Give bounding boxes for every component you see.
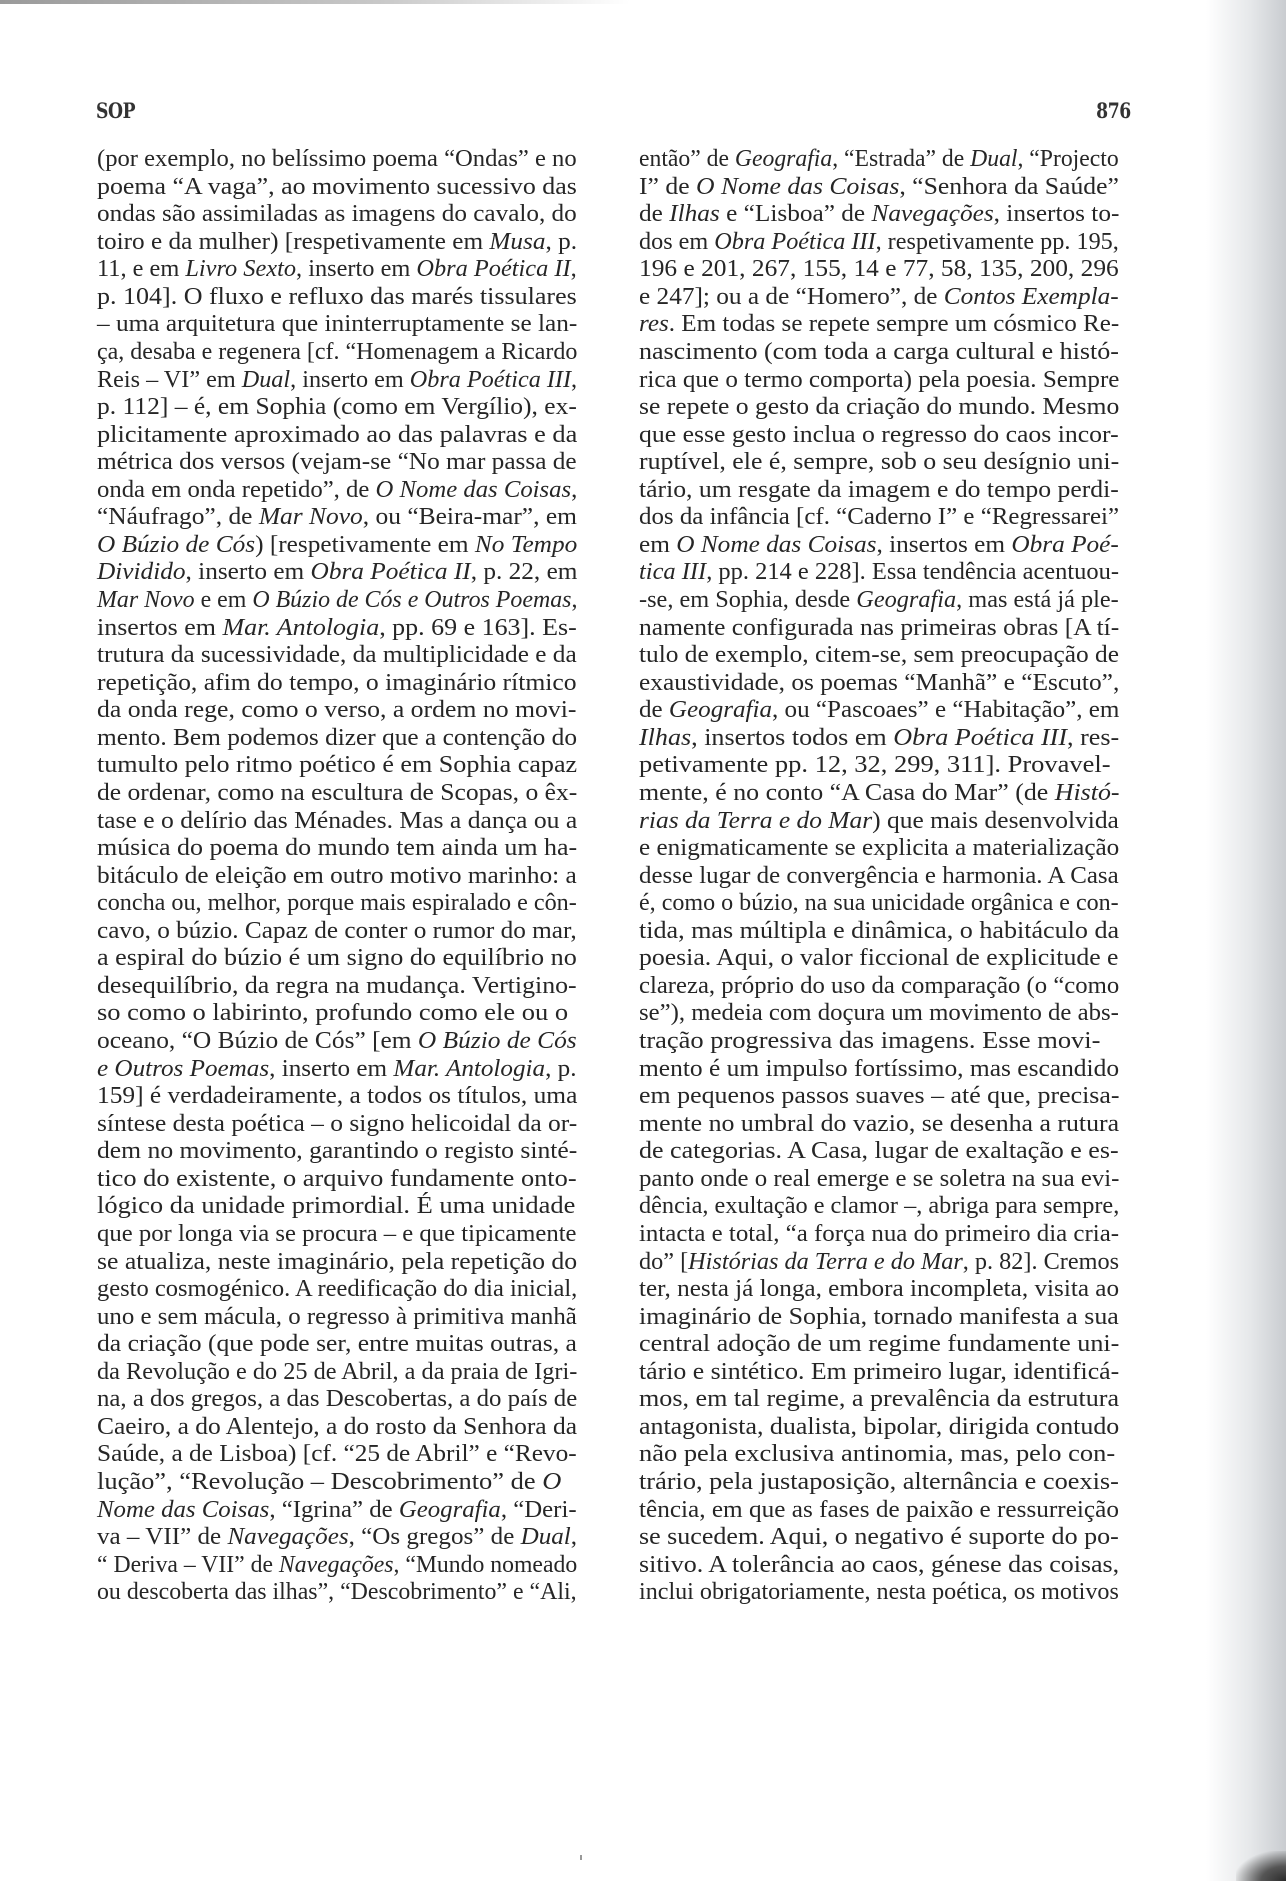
italic-title: Dual <box>520 1523 571 1551</box>
text-line <box>97 476 577 504</box>
text-line <box>97 1248 577 1276</box>
text-run: rica que o termo comporta) pela poesia. Sempre <box>639 365 1120 393</box>
text-line <box>97 944 577 972</box>
text-run: . Em todas se repete sempre um cósmico Re- <box>668 310 1120 338</box>
text-line <box>639 503 1119 531</box>
italic-title: Navegações <box>871 200 994 228</box>
text-line <box>639 1220 1119 1248</box>
text-run: dência, exultação e clamor –, abriga para sempre, <box>639 1192 1120 1220</box>
text-run: sitivo. A tolerância ao caos, génese das coisas, <box>639 1550 1120 1578</box>
text-line <box>97 669 577 697</box>
text-line <box>639 476 1119 504</box>
text-run: tumulto pelo ritmo poético é em Sophia capaz <box>97 751 578 779</box>
text-line <box>639 889 1119 917</box>
text-run: 11, e em <box>97 255 186 283</box>
book-spine-shadow <box>1206 0 1286 1881</box>
text-run: trutura da sucessividade, da multiplicidade e da <box>97 641 577 669</box>
text-run: , ou “Beira-mar”, em <box>362 503 577 531</box>
text-line <box>97 1082 577 1110</box>
text-line <box>97 1413 577 1441</box>
text-run: da Revolução e do 25 de Abril, a da praia de Igri- <box>97 1357 578 1385</box>
italic-title: No Tempo <box>474 530 578 558</box>
italic-title: Ilhas <box>639 723 692 751</box>
text-column-left <box>97 145 577 1606</box>
text-run: se”), medeia com doçura um movimento de abs- <box>639 999 1119 1027</box>
text-run: exaustividade, os poemas “Manhã” e “Escuto”, <box>639 668 1120 696</box>
text-run: de <box>639 200 670 228</box>
text-line <box>97 999 568 1027</box>
text-run: na, a dos gregos, a das Descobertas, a do país de <box>97 1385 578 1413</box>
text-line <box>97 807 577 835</box>
text-line <box>639 1137 1119 1165</box>
italic-title: Livro Sexto <box>185 255 297 283</box>
text-run: intacta e total, “a força nua do primeiro dia cria- <box>639 1219 1120 1247</box>
text-line <box>639 779 1119 807</box>
text-run: em pequenos passos suaves – até que, precisa- <box>639 1082 1120 1110</box>
text-run: , p. 82]. Cremos <box>962 1247 1120 1275</box>
text-run: da onda rege, como o verso, a ordem no movi- <box>97 696 577 724</box>
italic-title: Dividido <box>97 558 186 586</box>
text-run: (por exemplo, no belíssimo poema “Ondas” e no <box>97 145 577 172</box>
text-run: lução”, “Revolução – Descobrimento” de <box>97 1468 543 1495</box>
text-line <box>639 641 1119 669</box>
text-run: se repete o gesto da criação do mundo. Mesmo <box>639 393 1120 421</box>
text-line <box>97 614 577 642</box>
text-run: em <box>639 530 677 558</box>
text-run: 159] é verdadeiramente, a todos os títulos, uma <box>97 1082 578 1110</box>
text-line <box>97 1027 577 1055</box>
text-run: Saúde, a de Lisboa) [cf. “25 de Abril” e “Revo- <box>97 1440 577 1468</box>
text-run: não pela exclusiva antinomia, mas, pelo con- <box>639 1440 1116 1468</box>
text-line <box>639 1413 1119 1441</box>
italic-title: Musa <box>489 227 546 255</box>
text-run: , inserto em <box>296 255 417 283</box>
text-line <box>639 393 1119 421</box>
text-line <box>639 807 1119 835</box>
text-line <box>97 558 577 586</box>
text-run: síntese desta poética – o signo helicoidal da or- <box>97 1109 578 1137</box>
text-line <box>97 751 577 779</box>
text-run: cavo, o búzio. Capaz de conter o rumor do mar, <box>97 916 577 944</box>
italic-title: O Nome das Coisas <box>696 172 900 200</box>
text-line <box>639 448 1119 476</box>
text-run: tário e sintético. Em primeiro lugar, identificá- <box>639 1357 1120 1385</box>
text-run: mento é um impulso fortíssimo, mas escandido <box>639 1054 1120 1082</box>
text-run: , <box>571 475 578 503</box>
text-line <box>639 1055 1119 1083</box>
text-line <box>97 255 577 283</box>
text-line <box>639 972 1119 1000</box>
text-line <box>639 338 1119 366</box>
text-line <box>97 1055 577 1083</box>
text-run: tida, mas múltipla e dinâmica, o habitáculo da <box>639 916 1120 944</box>
text-line <box>97 862 577 890</box>
text-line <box>97 1496 577 1524</box>
text-line <box>639 1303 1119 1331</box>
text-run: se sucedem. Aqui, o negativo é suporte do po- <box>639 1523 1119 1551</box>
text-run: mente no umbral do vazio, se desenha a rutura <box>639 1109 1120 1137</box>
text-run: , <box>571 365 578 393</box>
text-run: , respetivamente pp. 195, <box>875 227 1119 255</box>
italic-title: O Búzio de Cós <box>97 530 256 558</box>
text-run: , <box>570 255 577 283</box>
text-run: , “Mundo nomeado <box>393 1550 578 1578</box>
italic-title: Ilhas <box>669 200 720 228</box>
text-line <box>639 1358 1119 1386</box>
text-run: Reis – VI” em <box>97 365 242 393</box>
text-line <box>97 228 577 256</box>
text-line <box>97 889 577 917</box>
text-line <box>97 310 577 338</box>
text-run: , insertos to- <box>993 200 1120 228</box>
text-run: , <box>571 586 578 613</box>
text-run: mos, em tal regime, a prevalência da estrutura <box>639 1385 1120 1413</box>
italic-title: e Outros Poemas <box>97 1054 270 1082</box>
italic-title: Obra Poética III <box>893 723 1068 751</box>
text-run: p. 112] – é, em Sophia (como em Vergílio), ex- <box>97 393 577 421</box>
text-run: tico do existente, o arquivo fundamente onto- <box>97 1164 577 1192</box>
text-run: tência, em que as fases de paixão e ressurreição <box>639 1495 1119 1523</box>
text-line <box>639 1275 1119 1303</box>
text-line <box>97 641 577 669</box>
text-run: , insertos todos em <box>691 723 894 751</box>
text-run: , “Os gregos” de <box>348 1523 521 1551</box>
text-run: , inserto em <box>185 558 311 586</box>
text-line <box>639 1192 1119 1220</box>
text-run: e 247]; ou a de “Homero”, de <box>639 282 944 310</box>
text-run: 196 e 201, 267, 155, 14 e 77, 58, 135, 200, 296 <box>639 255 1119 283</box>
italic-title: Dual <box>970 145 1018 172</box>
text-line <box>639 1578 1119 1606</box>
text-run: , insertos em <box>876 530 1012 558</box>
text-line <box>97 173 577 201</box>
text-line <box>639 310 1119 338</box>
italic-title: Obra Poética III <box>714 227 876 255</box>
text-line <box>639 1440 1115 1468</box>
text-run: I” de <box>639 172 697 200</box>
running-head <box>96 98 1131 128</box>
text-line <box>639 228 1119 256</box>
text-line <box>97 1440 577 1468</box>
text-run: , p. <box>545 227 578 255</box>
italic-title: Geografia <box>734 145 833 172</box>
text-run: poema “A vaga”, ao movimento sucessivo das <box>97 172 577 200</box>
text-run: então” de <box>639 145 735 172</box>
italic-title: Geografia <box>856 586 957 613</box>
text-line <box>639 917 1119 945</box>
text-run: ou descoberta das ilhas”, “Descobrimento” e “Ali, <box>97 1578 577 1606</box>
page-top-edge <box>0 0 630 4</box>
text-run: de ordenar, como na escultura de Scopas, o êx- <box>97 778 578 806</box>
text-line <box>639 255 1119 283</box>
text-run: plicitamente aproximado ao das palavras e da <box>97 420 578 448</box>
text-run: nascimento (com toda a carga cultural e histó- <box>639 337 1119 365</box>
text-line <box>97 1275 577 1303</box>
text-line <box>639 1082 1119 1110</box>
text-run: “ Deriva – VII” de <box>97 1550 279 1578</box>
italic-title: Contos Exempla- <box>943 282 1119 310</box>
text-run: tase e o delírio das Ménades. Mas a dança ou a <box>97 806 578 834</box>
text-line <box>97 1551 577 1579</box>
italic-title: Mar Novo <box>97 586 195 613</box>
text-line <box>97 366 577 394</box>
text-line <box>639 1385 1119 1413</box>
text-line <box>639 283 1119 311</box>
text-line <box>97 1330 577 1358</box>
text-run: ) [respetivamente em <box>255 530 475 558</box>
text-run: , inserto em <box>290 365 410 393</box>
text-run: , “Igrina” de <box>269 1495 399 1523</box>
italic-title: O Nome das Coisas <box>676 530 877 558</box>
text-run: namente configurada nas primeiras obras [A tí- <box>639 613 1120 641</box>
text-run: e enigmaticamente se explicita a materialização <box>639 834 1120 862</box>
text-run: mente, é no conto “A Casa do Mar” (de <box>639 778 1055 806</box>
text-line <box>639 1027 1100 1055</box>
text-line <box>639 834 1119 862</box>
text-run: , pp. 69 e 163]. Es- <box>379 613 577 641</box>
italic-title: Navegações <box>278 1550 394 1578</box>
scan-speck <box>580 1855 582 1860</box>
text-run: tário, um resgate da imagem e do tempo perdi- <box>639 475 1119 503</box>
text-line <box>97 1137 577 1165</box>
text-run: e “Lisboa” de <box>719 200 872 228</box>
text-run: , inserto em <box>269 1054 394 1082</box>
text-run: dos da infância [cf. “Caderno I” e “Regressarei” <box>639 503 1120 531</box>
text-run: e em <box>194 586 253 613</box>
text-run: clareza, próprio do uso da comparação (o “como <box>639 971 1120 999</box>
text-line <box>639 862 1119 890</box>
text-line <box>639 999 1119 1027</box>
italic-title: Obra Poética II <box>416 255 571 283</box>
text-line <box>639 366 1119 394</box>
text-line <box>639 531 1119 559</box>
page-corner-shadow <box>1236 1851 1286 1881</box>
text-line <box>97 338 577 366</box>
text-line <box>97 1192 575 1220</box>
text-line <box>97 1385 577 1413</box>
text-line <box>639 1165 1119 1193</box>
text-run: , pp. 214 e 228]. Essa tendência acentuou- <box>706 558 1119 586</box>
italic-title: O <box>542 1468 562 1495</box>
text-run: música do poema do mundo tem ainda um ha- <box>97 834 578 862</box>
italic-title: rias da Terra e do Mar <box>639 806 873 834</box>
text-line <box>639 173 1119 201</box>
text-line <box>639 944 1119 972</box>
italic-title: Geografia <box>398 1495 501 1523</box>
text-line <box>639 724 1119 752</box>
text-line <box>97 531 577 559</box>
text-run: , <box>570 1523 578 1551</box>
text-run: de <box>639 696 669 724</box>
text-run: , “Senhora da Saúde” <box>899 172 1119 200</box>
text-line <box>97 145 577 173</box>
text-run: va – VII” de <box>97 1523 228 1551</box>
text-run: oceano, “O Búzio de Cós” [em <box>97 1027 418 1054</box>
running-head-title: SOP <box>96 98 136 123</box>
italic-title: tica III <box>639 558 707 586</box>
text-run: repetição, afim do tempo, o imaginário rítmico <box>97 668 577 696</box>
text-line <box>639 200 1119 228</box>
text-line <box>97 1468 561 1496</box>
text-run: que por longa via se procura – e que tipicamente <box>97 1219 577 1247</box>
text-line <box>639 669 1119 697</box>
text-run: – uma arquitetura que ininterruptamente se lan- <box>97 310 578 338</box>
text-line <box>97 1303 577 1331</box>
text-line <box>97 972 577 1000</box>
text-run: desequilíbrio, da regra na mudança. Vertigino- <box>97 971 577 999</box>
text-run: dos em <box>639 227 715 255</box>
italic-title: Navegações <box>227 1523 349 1551</box>
italic-title: Mar. Antologia <box>393 1054 546 1082</box>
text-line <box>97 1358 577 1386</box>
text-line <box>639 1523 1119 1551</box>
text-run: “Náufrago”, de <box>97 503 259 531</box>
text-run: central adoção de um regime fundamente uni- <box>639 1330 1120 1358</box>
italic-title: Mar Novo <box>258 503 363 531</box>
text-run: gesto cosmogénico. A reedificação do dia inicial, <box>97 1275 578 1303</box>
text-line <box>97 1220 577 1248</box>
text-run: onda em onda repetido”, de <box>97 475 376 503</box>
italic-title: Nome das Coisas <box>97 1495 270 1523</box>
text-line <box>639 696 1119 724</box>
text-run: é, como o búzio, na sua unicidade orgânica e con- <box>639 889 1119 917</box>
text-line <box>97 283 577 311</box>
text-line <box>97 917 577 945</box>
text-line <box>639 1110 1119 1138</box>
text-line <box>97 696 577 724</box>
text-run: métrica dos versos (vejam-se “No mar passa de <box>97 448 577 476</box>
text-run: , “Projecto <box>1017 145 1119 172</box>
text-line <box>639 145 1119 173</box>
text-run: se atualiza, neste imaginário, pela repetição do <box>97 1247 578 1275</box>
italic-title: O Búzio de Cós <box>417 1027 577 1054</box>
text-run: poesia. Aqui, o valor ficcional de explicitude e <box>639 944 1119 972</box>
text-line <box>97 503 577 531</box>
text-run: p. 104]. O fluxo e refluxo das marés tissulares <box>97 282 577 310</box>
text-run: bitáculo de eleição em outro motivo marinho: a <box>97 861 577 889</box>
italic-title: Histórias da Terra e do Mar <box>688 1247 963 1275</box>
text-line <box>639 1551 1119 1579</box>
text-run: petivamente pp. 12, 32, 299, 311]. Provavel- <box>639 751 1111 779</box>
text-line <box>97 1523 577 1551</box>
text-line <box>639 1468 1119 1496</box>
text-line <box>97 724 577 752</box>
italic-title: O Nome das Coisas <box>375 475 572 503</box>
text-line <box>639 1330 1119 1358</box>
text-run: insertos em <box>97 613 223 641</box>
text-run: de categorias. A Casa, lugar de exaltação e es- <box>639 1137 1119 1165</box>
italic-title: Mar. Antologia <box>222 613 380 641</box>
italic-title: Dual <box>241 365 291 393</box>
italic-title: Obra Poética III <box>409 365 572 393</box>
text-column-right <box>639 145 1119 1606</box>
text-run: Caeiro, a do Alentejo, a do rosto da Senhora da <box>97 1412 578 1440</box>
text-run: ruptível, ele é, sempre, sob o seu desígnio uni- <box>639 448 1120 476</box>
text-run: que esse gesto inclua o regresso do caos incor- <box>639 420 1119 448</box>
text-line <box>97 421 577 449</box>
text-run: da criação (que pode ser, entre muitas outras, a <box>97 1330 577 1358</box>
text-line <box>97 779 577 807</box>
text-run: dem no movimento, garantindo o registo sinté- <box>97 1137 578 1165</box>
text-run: ter, nesta já longa, embora incompleta, visita ao <box>639 1275 1120 1303</box>
text-line <box>639 1496 1119 1524</box>
text-run: imaginário de Sophia, tornado manifesta a sua <box>639 1302 1119 1330</box>
text-run: , mas está já ple- <box>956 586 1119 613</box>
text-line <box>97 1110 577 1138</box>
text-run: concha ou, melhor, porque mais espiralado e côn- <box>97 889 577 917</box>
italic-title: Geografia <box>668 696 773 724</box>
text-run: , “Estrada” de <box>832 145 971 172</box>
text-line <box>639 751 1111 779</box>
italic-title: Obra Poética II <box>310 558 471 586</box>
italic-title: res <box>639 310 669 338</box>
text-run: trário, pela justaposição, alternância e coexis- <box>639 1468 1119 1495</box>
italic-title: Histó- <box>1054 778 1120 806</box>
text-line <box>639 614 1119 642</box>
text-run: toiro e da mulher) [respetivamente em <box>97 227 490 255</box>
text-run: ) que mais desenvolvida <box>872 806 1119 834</box>
text-run: a espiral do búzio é um signo do equilíbrio no <box>97 944 577 972</box>
text-run: desse lugar de convergência e harmonia. A Casa <box>639 861 1119 889</box>
text-run: , “Deri- <box>500 1495 577 1523</box>
text-line <box>639 558 1119 586</box>
text-run: , p. <box>545 1054 577 1082</box>
text-run: so como o labirinto, profundo como ele ou o <box>97 999 569 1027</box>
text-line <box>639 586 1119 614</box>
text-run: antagonista, dualista, bipolar, dirigida contudo <box>639 1412 1120 1440</box>
text-run: , p. 22, em <box>470 558 578 586</box>
text-line <box>97 1578 577 1606</box>
text-line <box>97 586 577 614</box>
text-run: -se, em Sophia, desde <box>639 586 857 613</box>
text-run: ondas são assimiladas as imagens do cavalo, do <box>97 200 577 228</box>
text-run: mento. Bem podemos dizer que a contenção do <box>97 723 578 751</box>
text-run: lógico da unidade primordial. É uma unidade <box>97 1192 576 1220</box>
text-run: inclui obrigatoriamente, nesta poética, os motivos <box>639 1578 1119 1606</box>
text-line <box>97 1165 577 1193</box>
text-run: , ou “Pascoaes” e “Habitação”, em <box>772 696 1120 724</box>
text-line <box>639 1248 1119 1276</box>
text-line <box>97 200 577 228</box>
italic-title: O Búzio de Cós e Outros Poemas <box>252 586 572 613</box>
text-line <box>97 393 577 421</box>
text-run: tulo de exemplo, citem-se, sem preocupação de <box>639 641 1119 669</box>
text-line <box>639 421 1119 449</box>
text-run: uno e sem mácula, o regresso à primitiva manhã <box>97 1302 577 1330</box>
text-run: ça, desaba e regenera [cf. “Homenagem a Ricardo <box>97 337 578 365</box>
text-line <box>97 834 577 862</box>
text-run: tração progressiva das imagens. Esse movi- <box>639 1027 1101 1054</box>
italic-title: Obra Poé- <box>1011 530 1119 558</box>
page-number: 876 <box>1096 98 1131 123</box>
text-run: do” [ <box>639 1247 689 1275</box>
text-run: , res- <box>1067 723 1120 751</box>
text-line <box>97 448 577 476</box>
text-run: panto onde o real emerge e se soletra na sua evi- <box>639 1164 1120 1192</box>
